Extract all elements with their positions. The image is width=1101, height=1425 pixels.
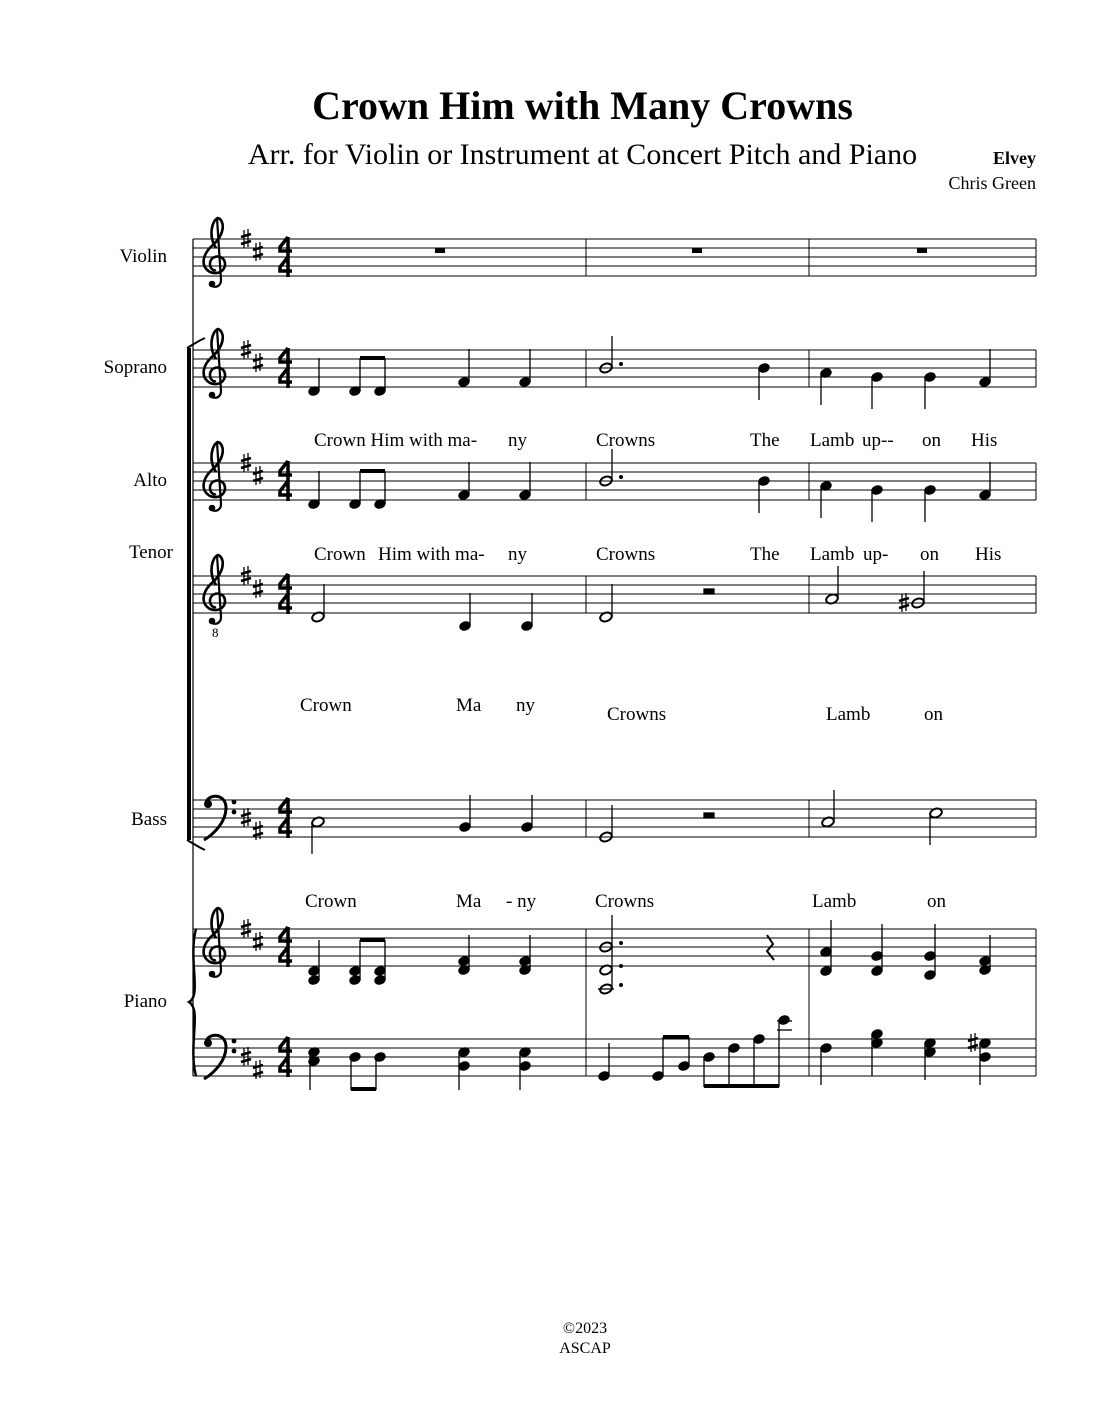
lyric-syllable: Lamb (810, 430, 855, 451)
tenor-lyrics (300, 695, 944, 725)
staff-tenor (193, 576, 1036, 613)
staff-piano-bass (193, 1039, 1036, 1076)
lyric-syllable: Ma (456, 695, 482, 716)
lyric-syllable: ny (508, 544, 527, 565)
piano-bass-notes (308, 1015, 991, 1091)
lyric-syllable: Crown Him with ma- (314, 430, 478, 451)
composer-name: Elvey (993, 148, 1036, 168)
beam (360, 356, 385, 360)
alto-notes (308, 449, 991, 522)
lyric-syllable: The (750, 544, 780, 565)
half-rest-icon (704, 813, 714, 818)
lyric-syllable: Ma (456, 891, 482, 912)
instrument-label-alto: Alto (133, 470, 167, 491)
beam (351, 1087, 376, 1091)
piano-treble-notes (308, 915, 991, 995)
beam (360, 938, 385, 942)
treble-clef-icon (204, 442, 225, 511)
score-title: Crown Him with Many Crowns (312, 83, 853, 128)
sharp-icon (253, 242, 263, 261)
beam (663, 1035, 689, 1039)
instrument-label-piano: Piano (123, 991, 167, 1012)
beam (704, 1084, 779, 1088)
treble-clef-icon (204, 218, 225, 287)
sharp-icon (253, 579, 263, 598)
sharp-icon (253, 932, 263, 951)
lyric-syllable: ny (508, 430, 527, 451)
copyright-society: ASCAP (559, 1340, 611, 1357)
lyric-syllable: up- (863, 544, 889, 565)
lyric-syllable: His (971, 430, 998, 451)
soprano-lyrics (314, 430, 997, 451)
treble-clef-icon (204, 908, 225, 977)
instrument-label-violin: Violin (119, 246, 167, 267)
copyright-year: ©2023 (562, 1320, 608, 1337)
lyric-syllable: Crown (300, 695, 352, 716)
bass-lyrics (305, 891, 947, 912)
arranger-name: Chris Green (948, 173, 1036, 193)
sharp-icon (253, 466, 263, 485)
whole-rest-icon (692, 248, 702, 253)
lyric-syllable: up-- (862, 430, 894, 451)
lyric-syllable: Crowns (596, 544, 656, 565)
treble-clef-icon (204, 555, 225, 624)
sharp-icon (253, 353, 263, 372)
lyric-syllable: Him with ma- (378, 544, 485, 565)
octave-eight-label: 8 (212, 625, 219, 640)
lyric-syllable: Crowns (596, 430, 656, 451)
lyric-syllable: on (924, 704, 943, 725)
lyric-syllable: - ny (506, 891, 537, 912)
lyric-syllable: The (750, 430, 780, 451)
alto-lyrics (314, 544, 1001, 565)
whole-rest-icon (435, 248, 445, 253)
sharp-icon (968, 1033, 978, 1052)
clefs-and-signatures (204, 218, 292, 1079)
lyric-syllable: on (920, 544, 939, 565)
lyric-syllable: Crown (314, 544, 366, 565)
violin-rests (435, 248, 927, 253)
lyric-syllable: Lamb (826, 704, 871, 725)
lyric-syllable: His (975, 544, 1002, 565)
lyric-syllable: ny (516, 695, 535, 716)
treble-clef-icon (204, 329, 225, 398)
staff-violin (193, 239, 1036, 276)
lyric-syllable: Lamb (810, 544, 855, 565)
instrument-label-tenor: Tenor (128, 542, 173, 563)
score-subtitle: Arr. for Violin or Instrument at Concert Pitch and Piano (247, 138, 918, 171)
lyric-syllable: Lamb (812, 891, 857, 912)
lyric-syllable: Crowns (595, 891, 655, 912)
beam (360, 469, 385, 473)
whole-rest-icon (917, 248, 927, 253)
lyric-syllable: on (927, 891, 946, 912)
half-rest-icon (704, 589, 714, 594)
soprano-notes (308, 336, 991, 409)
lyric-syllable: Crown (305, 891, 357, 912)
lyric-syllable: on (922, 430, 941, 451)
lyric-syllable: Crowns (607, 704, 667, 725)
instrument-label-bass: Bass (131, 809, 167, 830)
instrument-label-soprano: Soprano (103, 357, 167, 378)
